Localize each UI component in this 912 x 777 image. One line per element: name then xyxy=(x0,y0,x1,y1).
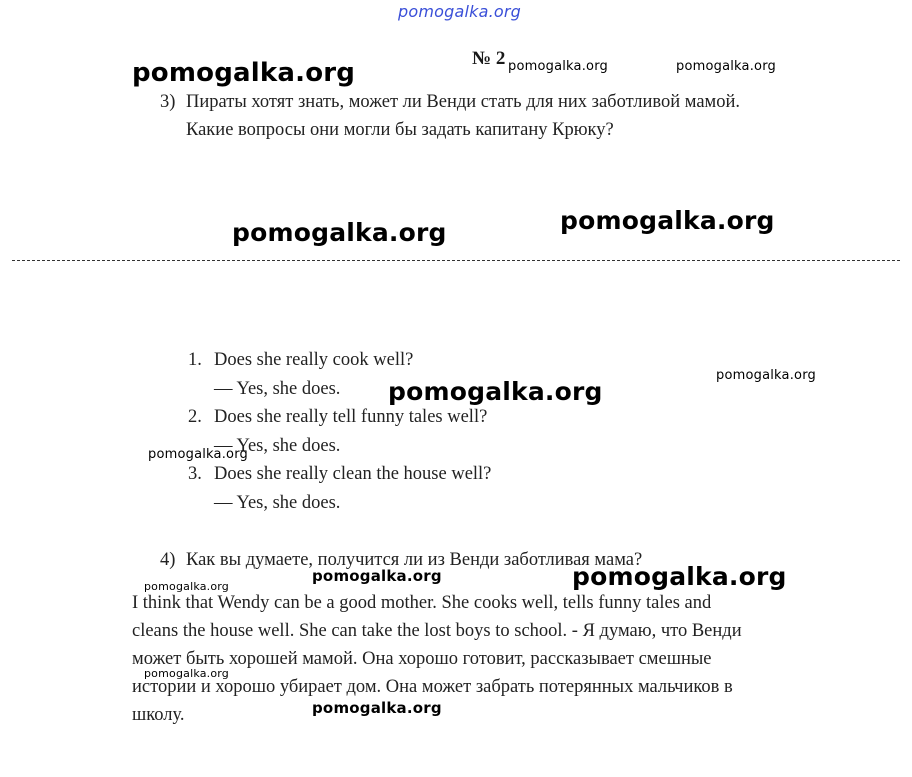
answer-question-text: Does she really tell funny tales well? xyxy=(214,407,488,427)
answer-question-text: Does she really clean the house well? xyxy=(214,464,492,484)
dashed-divider xyxy=(12,260,900,261)
item-text: Пираты хотят знать, может ли Венди стать для них заботливой мамой. xyxy=(186,92,741,112)
answer-paragraph-line: cleans the house well. She can take the lost boys to school. - Я думаю, что Венди xyxy=(132,621,742,641)
answer-question-3 xyxy=(188,464,491,485)
watermark: pomogalka.org xyxy=(560,206,775,235)
answer-reply-1: — Yes, she does. xyxy=(214,379,341,399)
watermark: pomogalka.org xyxy=(508,59,608,74)
watermark: pomogalka.org xyxy=(312,699,442,717)
watermark: pomogalka.org xyxy=(572,562,787,591)
watermark: pomogalka.org xyxy=(312,567,442,585)
watermark-top: pomogalka.org xyxy=(398,2,522,21)
answer-question-2 xyxy=(188,407,487,428)
watermark: pomogalka.org xyxy=(676,59,776,74)
answer-question-1 xyxy=(188,350,413,371)
answer-reply-3: — Yes, she does. xyxy=(214,493,341,513)
answer-paragraph-line: школу. xyxy=(132,705,185,725)
answer-number: 2. xyxy=(188,407,202,427)
answer-question-text: Does she really cook well? xyxy=(214,350,414,370)
answer-reply-2: — Yes, she does. xyxy=(214,436,341,456)
watermark: pomogalka.org xyxy=(132,58,356,88)
answer-number: 1. xyxy=(188,350,202,370)
item-number: 3) xyxy=(160,92,176,112)
task-number: № 2 xyxy=(472,48,506,69)
item-text: Как вы думаете, получится ли из Венди заботливая мама? xyxy=(186,550,643,570)
task-item-3 xyxy=(160,92,740,113)
answer-paragraph-line: может быть хорошей мамой. Она хорошо готовит, рассказывает смешные xyxy=(132,649,712,669)
watermark: pomogalka.org xyxy=(232,218,447,247)
item-number: 4) xyxy=(160,550,176,570)
watermark: pomogalka.org xyxy=(388,377,603,406)
watermark: pomogalka.org xyxy=(144,667,229,680)
watermark: pomogalka.org xyxy=(144,580,229,593)
watermark: pomogalka.org xyxy=(148,447,248,462)
answer-paragraph-line: I think that Wendy can be a good mother. She cooks well, tells funny tales and xyxy=(132,593,712,613)
answer-number: 3. xyxy=(188,464,202,484)
answer-paragraph-line: истории и хорошо убирает дом. Она может забрать потерянных мальчиков в xyxy=(132,677,733,697)
task-item-3-line2: Какие вопросы они могли бы задать капитану Крюку? xyxy=(186,120,614,140)
watermark: pomogalka.org xyxy=(716,368,816,383)
